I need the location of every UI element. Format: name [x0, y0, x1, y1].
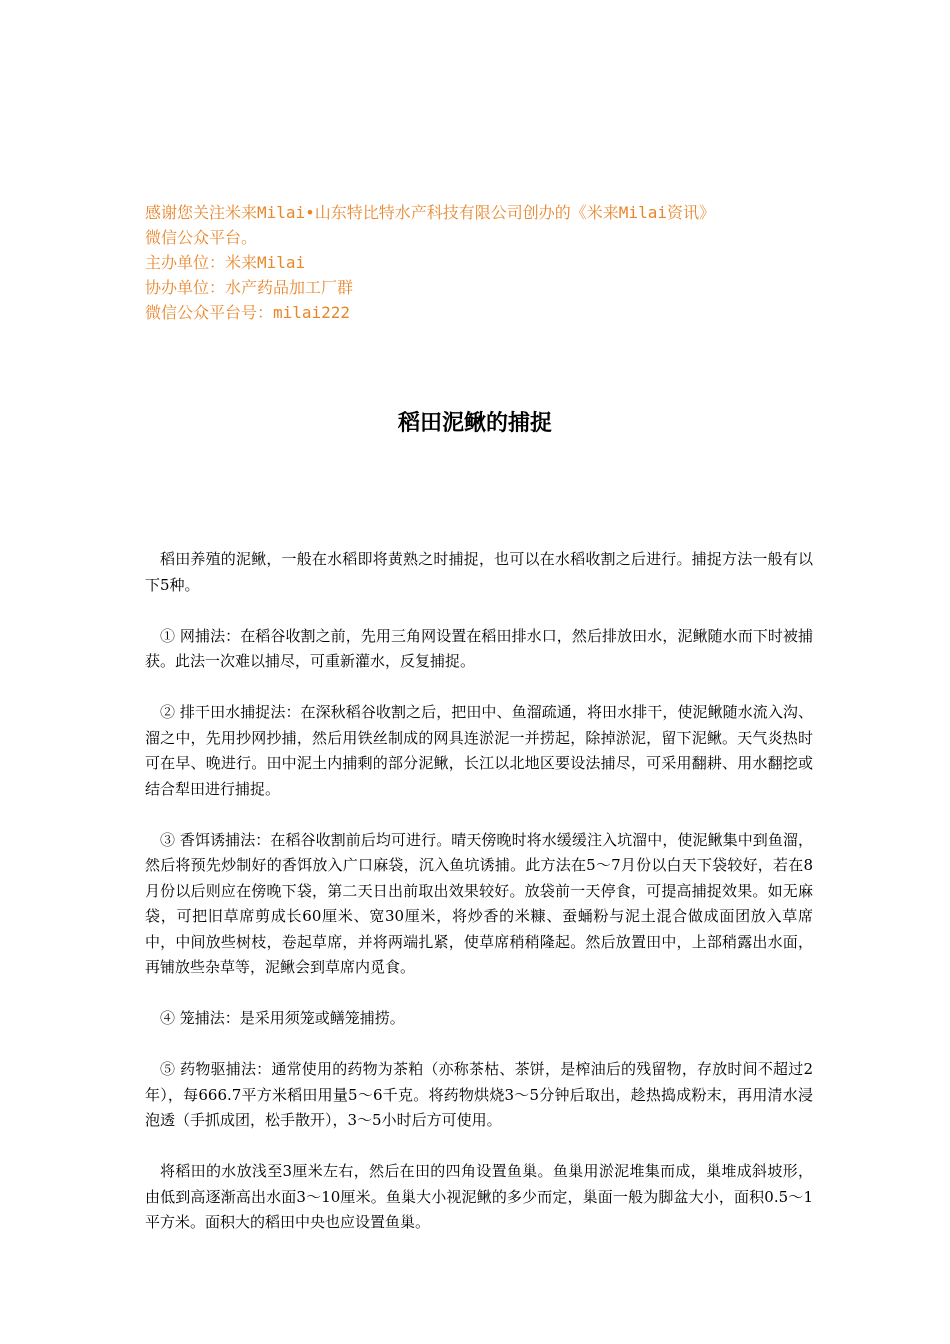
host-organizer-line: 主办单位：米来Milai — [145, 253, 306, 272]
article-title: 稻田泥鳅的捕捉 — [397, 410, 552, 436]
paragraph-method-2: ② 排干田水捕捉法：在深秋稻谷收割之后，把田中、鱼溜疏通，将田水排干，使泥鳅随水流入沟、溜之中，先用抄网抄捕，然后用铁丝制成的网具连淤泥一并捞起，除掉淤泥，留下泥鳅。天气炎热时可在早、晚进行。田中泥土内捕剩的部分泥鳅，长江以北地区要设法捕尽，可采用翻耕、用水翻挖或结合犁田进行捕捉。 — [145, 703, 813, 798]
promo-intro-line-cont: 微信公众平台。 — [145, 228, 258, 247]
co-organizer-line: 协办单位：水产药品加工厂群 — [145, 278, 354, 297]
paragraph-fish-nest: 将稻田的水放浅至3厘米左右，然后在田的四角设置鱼巢。鱼巢用淤泥堆集而成，巢堆成斜坡形，由低到高逐渐高出水面3～10厘米。鱼巢大小视泥鳅的多少而定，巢面一般为脚盆大小，面积0.5～1平方米。面积大的稻田中央也应设置鱼巢。 — [145, 1162, 813, 1231]
paragraph-method-4: ④ 笼捕法：是采用须笼或鳝笼捕捞。 — [160, 1009, 405, 1027]
article-body — [145, 547, 813, 1261]
paragraph-method-3: ③ 香饵诱捕法：在稻谷收割前后均可进行。晴天傍晚时将水缓缓注入坑溜中，使泥鳅集中到鱼溜，然后将预先炒制好的香饵放入广口麻袋，沉入鱼坑诱捕。此方法在5～7月份以白天下袋较好，若在8月份以后则应在傍晚下袋，第二天日出前取出效果较好。放袋前一天停食，可提高捕捉效果。如无麻袋，可把旧草席剪成长60厘米、宽30厘米，将炒香的米糠、蚕蛹粉与泥土混合做成面团放入草席中，中间放些树枝，卷起草席，并将两端扎紧，使草席稍稍隆起。然后放置田中，上部稍露出水面，再铺放些杂草等，泥鳅会到草席内觅食。 — [145, 830, 813, 976]
promo-header — [145, 200, 825, 325]
paragraph-method-1: ① 网捕法：在稻谷收割之前，先用三角网设置在稻田排水口，然后排放田水，泥鳅随水而下时被捕获。此法一次难以捕尽，可重新灌水，反复捕捉。 — [145, 626, 813, 670]
paragraph-method-5: ⑤ 药物驱捕法：通常使用的药物为茶粕（亦称茶枯、茶饼，是榨油后的残留物，存放时间不超过2年），每666.7平方米稻田用量5～6千克。将药物烘烧3～5分钟后取出，趁热捣成粉末，再用清水浸泡透（手抓成团，松手散开），3～5小时后方可使用。 — [145, 1060, 813, 1129]
promo-intro-line: 感谢您关注米来Milai•山东特比特水产科技有限公司创办的《米来Milai资讯》 — [145, 203, 715, 222]
wechat-account-line: 微信公众平台号：milai222 — [145, 303, 351, 322]
paragraph-intro: 稻田养殖的泥鳅，一般在水稻即将黄熟之时捕捉，也可以在水稻收割之后进行。捕捉方法一般有以下5种。 — [145, 550, 813, 594]
